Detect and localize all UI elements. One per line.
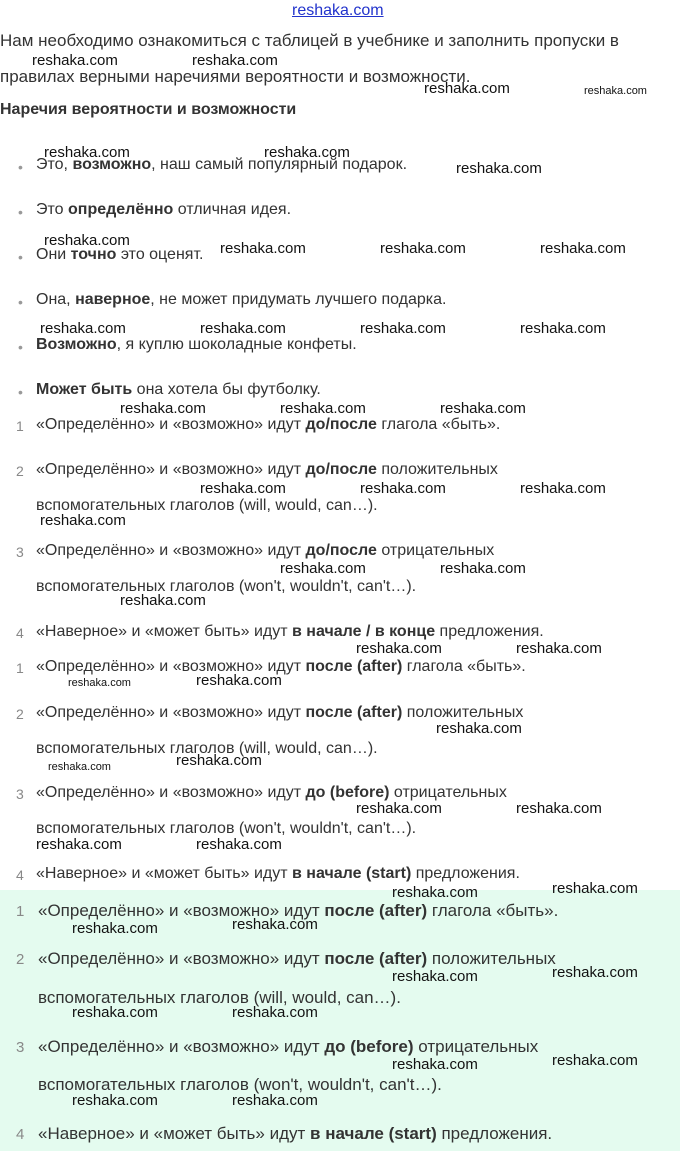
watermark: reshaka.com [356, 640, 442, 657]
answer-item-line2: вспомогательных глаголов (won't, wouldn't, can't…). [38, 1075, 442, 1094]
watermark: reshaka.com [356, 800, 442, 817]
rule-item: «Определённо» и «возможно» идут до (before) отрицательных [36, 784, 507, 801]
rule-item-line2: вспомогательных глаголов (won't, wouldn't, can't…). [36, 578, 417, 595]
rule-item: «Наверное» и «может быть» идут в начале / в конце предложения. [36, 623, 544, 640]
watermark: reshaka.com [392, 968, 478, 985]
rule-item-line2: вспомогательных глаголов (will, would, can…). [36, 740, 378, 757]
answer-item: «Определённо» и «возможно» идут после (after) положительных [38, 949, 556, 968]
watermark: reshaka.com [456, 160, 542, 177]
watermark: reshaka.com [520, 480, 606, 497]
rule-item: «Определённо» и «возможно» идут до/после глагола «быть». [36, 416, 501, 433]
watermark: reshaka.com [72, 1092, 158, 1109]
watermark: reshaka.com [280, 560, 366, 577]
watermark: reshaka.com [436, 720, 522, 737]
watermark: reshaka.com [40, 512, 126, 529]
watermark: reshaka.com [220, 240, 306, 257]
answer-item: «Наверное» и «может быть» идут в начале (start) предложения. [38, 1124, 553, 1143]
rule-item-line2: вспомогательных глаголов (won't, wouldn't, can't…). [36, 820, 417, 837]
watermark: reshaka.com [264, 144, 350, 161]
rule-item: «Определённо» и «возможно» идут до/после положительных [36, 461, 498, 478]
rule-item: «Наверное» и «может быть» идут в начале (start) предложения. [36, 865, 520, 882]
watermark: reshaka.com [120, 400, 206, 417]
answer-number: 1 [16, 903, 25, 920]
site-link[interactable]: reshaka.com [292, 2, 384, 19]
rule-number: 4 [16, 625, 24, 641]
watermark: reshaka.com [44, 144, 130, 161]
watermark: reshaka.com [48, 761, 111, 773]
answer-number: 2 [16, 951, 25, 968]
watermark: reshaka.com [280, 400, 366, 417]
rule-number: 3 [16, 544, 24, 560]
rule-item: «Определённо» и «возможно» идут после (after) глагола «быть». [36, 658, 526, 675]
watermark: reshaka.com [392, 1056, 478, 1073]
section-heading: Наречия вероятности и возможности [0, 101, 297, 118]
answer-item-line2: вспомогательных глаголов (will, would, can…). [38, 988, 401, 1007]
rule-number: 2 [16, 706, 24, 722]
watermark: reshaka.com [232, 1092, 318, 1109]
watermark: reshaka.com [196, 836, 282, 853]
bullet-dot: • [18, 159, 23, 175]
bullet-item: Возможно, я куплю шоколадные конфеты. [36, 336, 357, 353]
watermark: reshaka.com [380, 240, 466, 257]
watermark: reshaka.com [440, 400, 526, 417]
rule-number: 1 [16, 418, 24, 434]
watermark: reshaka.com [72, 1004, 158, 1021]
watermark: reshaka.com [68, 677, 131, 689]
watermark: reshaka.com [196, 672, 282, 689]
watermark: reshaka.com [440, 560, 526, 577]
watermark: reshaka.com [516, 800, 602, 817]
rule-number: 4 [16, 867, 24, 883]
watermark: reshaka.com [120, 592, 206, 609]
bullet-item: Она, наверное, не может придумать лучшего подарка. [36, 291, 447, 308]
watermark: reshaka.com [232, 1004, 318, 1021]
answer-item: «Определённо» и «возможно» идут до (before) отрицательных [38, 1037, 539, 1056]
rule-item: «Определённо» и «возможно» идут после (after) положительных [36, 704, 524, 721]
watermark: reshaka.com [40, 320, 126, 337]
watermark: reshaka.com [200, 480, 286, 497]
watermark: reshaka.com [200, 320, 286, 337]
rule-number: 3 [16, 786, 24, 802]
rule-item: «Определённо» и «возможно» идут до/после отрицательных [36, 542, 495, 559]
answer-item: «Определённо» и «возможно» идут после (after) глагола «быть». [38, 901, 559, 920]
watermark: reshaka.com [36, 836, 122, 853]
watermark: reshaka.com [360, 320, 446, 337]
watermark: reshaka.com [192, 52, 278, 69]
rule-item-line2: вспомогательных глаголов (will, would, can…). [36, 497, 378, 514]
bullet-item: Это определённо отличная идея. [36, 201, 292, 218]
bullet-item: Это, возможно, наш самый популярный подарок. [36, 156, 408, 173]
bullet-dot: • [18, 204, 23, 220]
watermark: reshaka.com [552, 1052, 638, 1069]
bullet-item: Может быть она хотела бы футболку. [36, 381, 321, 398]
watermark: reshaka.com [584, 85, 647, 97]
rule-number: 2 [16, 463, 24, 479]
answer-number: 3 [16, 1039, 25, 1056]
watermark: reshaka.com [552, 964, 638, 981]
watermark: reshaka.com [232, 916, 318, 933]
watermark: reshaka.com [552, 880, 638, 897]
intro-line-2: правилах верными наречиями вероятности и возможности. [0, 67, 471, 86]
watermark: reshaka.com [424, 80, 510, 97]
bullet-item: Они точно это оценят. [36, 246, 204, 263]
watermark: reshaka.com [520, 320, 606, 337]
watermark: reshaka.com [72, 920, 158, 937]
watermark: reshaka.com [176, 752, 262, 769]
watermark: reshaka.com [516, 640, 602, 657]
watermark: reshaka.com [540, 240, 626, 257]
bullet-dot: • [18, 339, 23, 355]
watermark: reshaka.com [32, 52, 118, 69]
watermark: reshaka.com [392, 884, 478, 901]
rule-number: 1 [16, 660, 24, 676]
bullet-dot: • [18, 294, 23, 310]
watermark: reshaka.com [44, 232, 130, 249]
intro-line-1: Нам необходимо ознакомиться с таблицей в учебнике и заполнить пропуски в [0, 31, 619, 50]
answer-number: 4 [16, 1126, 25, 1143]
watermark: reshaka.com [360, 480, 446, 497]
bullet-dot: • [18, 249, 23, 265]
bullet-dot: • [18, 384, 23, 400]
